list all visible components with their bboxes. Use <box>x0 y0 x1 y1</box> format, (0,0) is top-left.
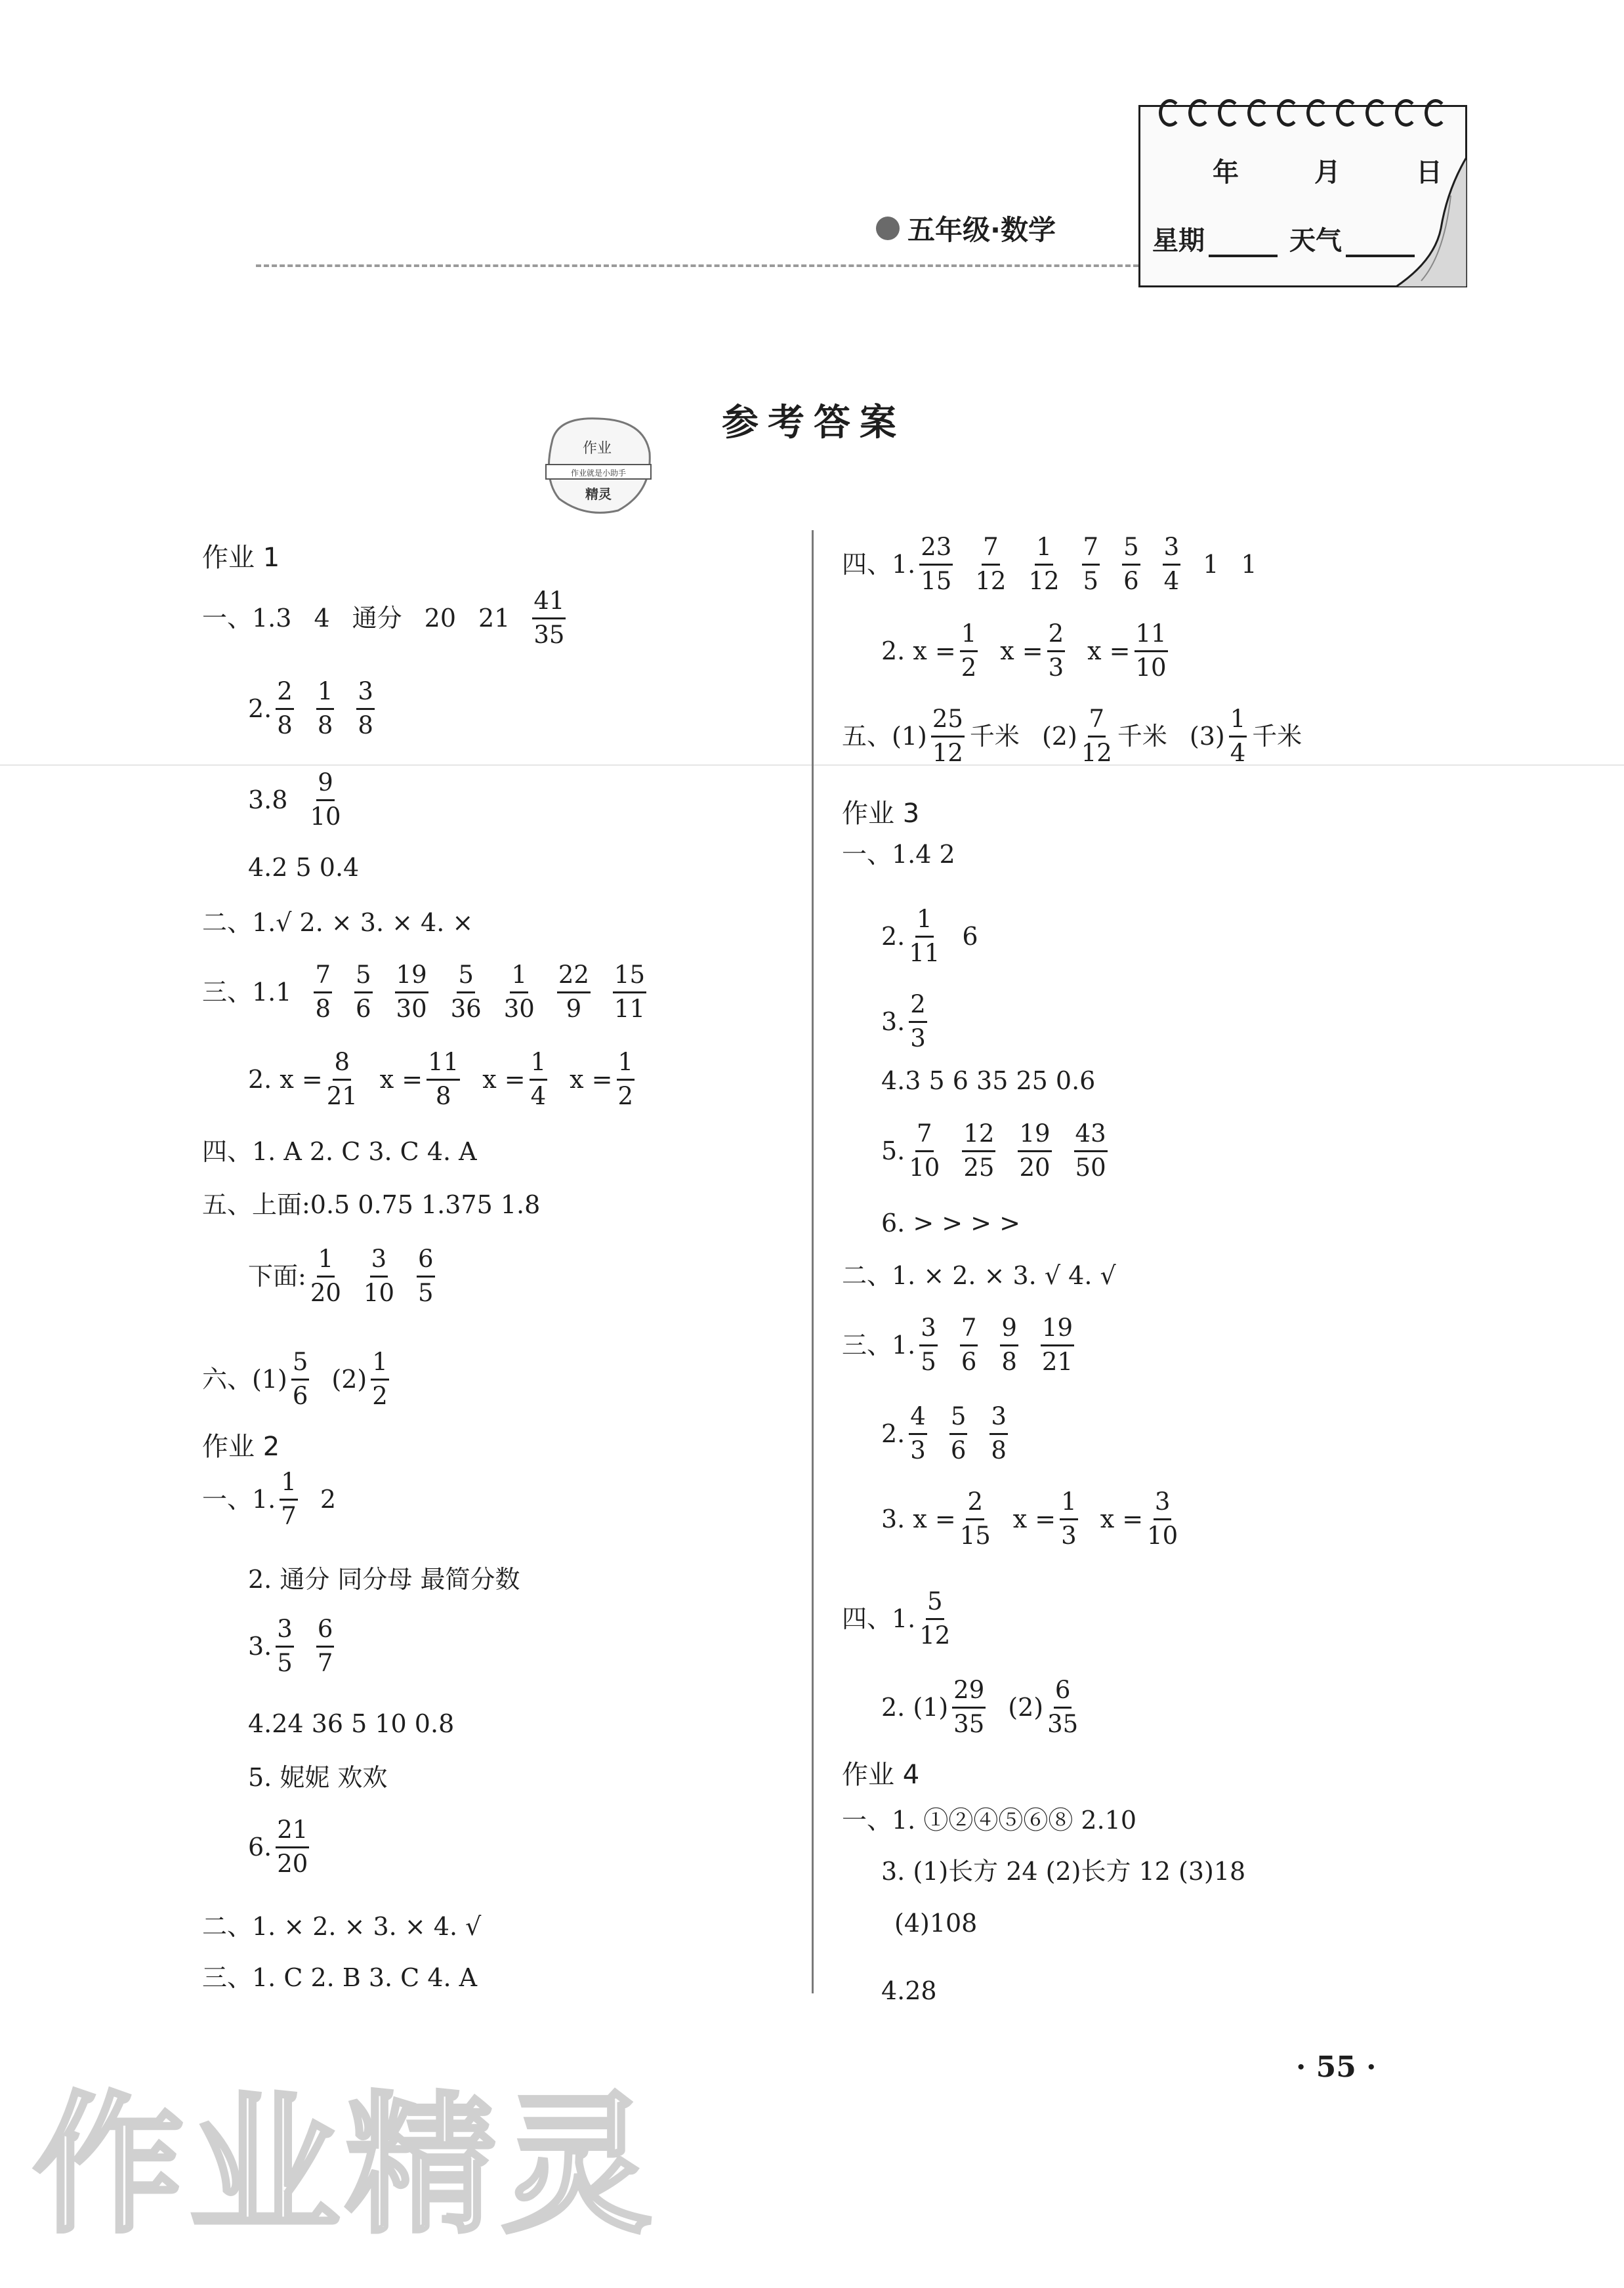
fraction: $\frac{15}{11}$ <box>614 961 645 1023</box>
fraction: $\frac{6}{7}$ <box>317 1615 333 1677</box>
hw3-row-7: 二、1. × 2. × 3. √ 4. √ <box>842 1261 1116 1290</box>
fraction: $\frac{11}{10}$ <box>1135 619 1167 682</box>
fraction: $\frac{3}{10}$ <box>1147 1487 1178 1550</box>
svg-text:作业就是小助手: 作业就是小助手 <box>570 468 627 478</box>
hw2-row-8: 三、1. C 2. B 3. C 4. A <box>202 1963 478 1992</box>
hw2-row-1: 一、1. $\frac{1}{7}$ 2 <box>202 1468 336 1530</box>
fraction: $\frac{3}{5}$ <box>277 1615 293 1677</box>
hw1-row-3: 3.8 $\frac{9}{10}$ <box>248 768 341 831</box>
fraction: $\frac{3}{8}$ <box>358 677 373 739</box>
grade-subject-text: 五年级·数学 <box>907 214 1056 246</box>
hw3-row-3: 3. $\frac{2}{3}$ <box>881 990 926 1052</box>
fraction: $\frac{41}{35}$ <box>533 587 565 649</box>
hw2-cont-row-3: 五、(1) $\frac{25}{12}$ 千米 (2) $\frac{7}{12}$ 千米 (3) $\frac{1}{4}$ 千米 <box>842 705 1302 767</box>
hw3-row-8: 三、1. $\frac{3}{5}$ $\frac{7}{6}$ $\frac{9}{8}$ $\frac{19}{21}$ <box>842 1314 1073 1376</box>
fraction: $\frac{7}{8}$ <box>315 961 331 1023</box>
fraction: $\frac{7}{5}$ <box>1083 533 1099 595</box>
svg-text:作业: 作业 <box>582 440 612 457</box>
fraction: $\frac{19}{20}$ <box>1019 1119 1051 1182</box>
hw2-heading: 作业 2 <box>202 1432 280 1462</box>
hw3-row-4: 4.3 5 6 35 25 0.6 <box>881 1066 1096 1095</box>
page-title: 参考答案 <box>722 401 906 444</box>
hw4-row-4: 4.28 <box>881 1976 937 2005</box>
fraction: $\frac{1}{2}$ <box>372 1348 388 1410</box>
hw2-row-7: 二、1. × 2. × 3. × 4. √ <box>202 1912 482 1941</box>
fraction: $\frac{1}{3}$ <box>1061 1487 1077 1550</box>
fraction: $\frac{2}{15}$ <box>959 1487 991 1550</box>
fraction: $\frac{3}{5}$ <box>921 1314 936 1376</box>
fraction: $\frac{1}{30}$ <box>503 961 535 1023</box>
hw4-row-3: (4)108 <box>894 1909 978 1938</box>
fraction: $\frac{1}{2}$ <box>961 619 977 682</box>
hw4-heading: 作业 4 <box>842 1760 920 1790</box>
page-curl-icon <box>1395 156 1467 287</box>
watermark-logo <box>26 2001 682 2277</box>
hw3-row-5: 5. $\frac{7}{10}$ $\frac{12}{25}$ $\frac{19}{20}$ $\frac{43}{50}$ <box>881 1119 1106 1182</box>
fraction: $\frac{1}{8}$ <box>317 677 333 739</box>
calendar-year-label: 年 <box>1213 157 1239 188</box>
fraction: $\frac{43}{50}$ <box>1075 1119 1106 1182</box>
hw2-row-3: 3. $\frac{3}{5}$ $\frac{6}{7}$ <box>248 1615 333 1677</box>
calendar-rings <box>1159 99 1447 127</box>
hw1-row-7: 2. x = $\frac{8}{21}$ x = $\frac{11}{8}$ x = $\frac{1}{4}$ x = $\frac{1}{2}$ <box>248 1048 634 1110</box>
fraction: $\frac{1}{20}$ <box>310 1245 341 1307</box>
bullet-dot-icon <box>876 217 900 240</box>
fraction: $\frac{6}{35}$ <box>1047 1676 1079 1738</box>
fraction: $\frac{3}{10}$ <box>363 1245 394 1307</box>
calendar-box <box>1138 105 1467 287</box>
hw3-row-2: 2. $\frac{1}{11}$ 6 <box>881 905 978 967</box>
hw3-row-10: 3. x = $\frac{2}{15}$ x = $\frac{1}{3}$ x = $\frac{3}{10}$ <box>881 1487 1178 1550</box>
hw2-cont-row-2: 2. x = $\frac{1}{2}$ x = $\frac{2}{3}$ x = $\frac{11}{10}$ <box>881 619 1167 682</box>
fraction: $\frac{3}{4}$ <box>1163 533 1180 595</box>
fraction: $\frac{1}{4}$ <box>530 1048 547 1110</box>
fraction: $\frac{1}{11}$ <box>909 905 940 967</box>
hw1-row-9: 五、上面:0.5 0.75 1.375 1.8 <box>202 1190 541 1219</box>
fraction: $\frac{4}{3}$ <box>910 1402 926 1465</box>
fraction: $\frac{5}{6}$ <box>292 1348 308 1410</box>
fraction: $\frac{3}{8}$ <box>991 1402 1007 1465</box>
fraction: $\frac{11}{8}$ <box>428 1048 459 1110</box>
hw1-row-11: 六、(1) $\frac{5}{6}$ (2) $\frac{1}{2}$ <box>202 1348 388 1410</box>
hw3-row-6: 6. > > > > <box>881 1209 1020 1238</box>
svg-text:作业精灵: 作业精灵 <box>33 2079 658 2254</box>
hw2-row-6: 6. $\frac{21}{20}$ <box>248 1816 308 1878</box>
fraction: $\frac{2}{8}$ <box>277 677 293 739</box>
hw1-row-1: 一、1.3 4 通分 20 21 $\frac{41}{35}$ <box>202 587 565 649</box>
hw2-row-4: 4.24 36 5 10 0.8 <box>248 1709 455 1738</box>
column-divider <box>812 530 814 1993</box>
fraction: $\frac{19}{30}$ <box>396 961 427 1023</box>
fraction: $\frac{1}{2}$ <box>617 1048 634 1110</box>
hw1-row-2: 2. $\frac{2}{8}$ $\frac{1}{8}$ $\frac{3}{8}$ <box>248 677 373 739</box>
fraction: $\frac{21}{20}$ <box>277 1816 308 1878</box>
hw1-row-8: 四、1. A 2. C 3. C 4. A <box>202 1137 477 1166</box>
calendar-weather-label: 天气 <box>1289 226 1342 256</box>
fraction: $\frac{7}{12}$ <box>1081 705 1112 767</box>
hw3-row-11: 四、1. $\frac{5}{12}$ <box>842 1587 951 1650</box>
fraction: $\frac{1}{12}$ <box>1028 533 1060 595</box>
fraction: $\frac{9}{8}$ <box>1001 1314 1017 1376</box>
hw1-row-4: 4.2 5 0.4 <box>248 853 360 882</box>
fraction: $\frac{5}{6}$ <box>1123 533 1139 595</box>
fraction: $\frac{1}{4}$ <box>1230 705 1246 767</box>
calendar-weekday-weather <box>1152 220 1426 257</box>
fraction: $\frac{5}{6}$ <box>355 961 371 1023</box>
fraction: $\frac{23}{15}$ <box>921 533 952 595</box>
hw4-row-1: 一、1. ①②④⑤⑥⑧ 2.10 <box>842 1806 1137 1835</box>
hw1-row-6: 三、1.1 $\frac{7}{8}$ $\frac{5}{6}$ $\frac{19}{30}$ $\frac{5}{36}$ $\frac{1}{30}$ $\frac{22}{9}$ $\frac{15}{11}$ <box>202 961 645 1023</box>
fraction: $\frac{7}{12}$ <box>975 533 1007 595</box>
fraction: $\frac{6}{5}$ <box>418 1245 434 1307</box>
fraction: $\frac{29}{35}$ <box>953 1676 985 1738</box>
calendar-day-label: 日 <box>1416 157 1442 188</box>
fraction: $\frac{25}{12}$ <box>932 705 963 767</box>
page-number: · 55 · <box>1296 2050 1377 2084</box>
fraction: $\frac{5}{36}$ <box>450 961 482 1023</box>
fraction: $\frac{1}{7}$ <box>281 1468 297 1530</box>
fraction: $\frac{12}{25}$ <box>963 1119 995 1182</box>
calendar-weekday-label: 星期 <box>1152 226 1205 256</box>
grade-subject-badge <box>876 209 1056 248</box>
fraction: $\frac{5}{6}$ <box>950 1402 967 1465</box>
hw1-row-5: 二、1.√ 2. × 3. × 4. × <box>202 908 474 937</box>
fraction: $\frac{22}{9}$ <box>558 961 589 1023</box>
svg-text:精灵: 精灵 <box>585 486 612 502</box>
fraction: $\frac{7}{6}$ <box>961 1314 977 1376</box>
hw1-heading: 作业 1 <box>202 543 280 573</box>
hw3-row-1: 一、1.4 2 <box>842 840 955 869</box>
fraction: $\frac{7}{10}$ <box>909 1119 940 1182</box>
hw1-row-10: 下面: $\frac{1}{20}$ $\frac{3}{10}$ $\frac{6}{5}$ <box>248 1245 434 1307</box>
hw2-row-2: 2. 通分 同分母 最简分数 <box>248 1565 520 1594</box>
hw3-row-9: 2. $\frac{4}{3}$ $\frac{5}{6}$ $\frac{3}{8}$ <box>881 1402 1007 1465</box>
hw4-row-2: 3. (1)长方 24 (2)长方 12 (3)18 <box>881 1857 1246 1886</box>
stamp-logo-icon <box>539 413 657 518</box>
hw3-heading: 作业 3 <box>842 799 920 829</box>
header-dashed-line <box>256 264 1138 267</box>
fraction: $\frac{9}{10}$ <box>310 768 341 831</box>
fraction: $\frac{5}{12}$ <box>919 1587 951 1650</box>
fraction: $\frac{19}{21}$ <box>1041 1314 1073 1376</box>
fraction: $\frac{2}{3}$ <box>910 990 926 1052</box>
calendar-month-label: 月 <box>1314 157 1341 188</box>
fraction: $\frac{8}{21}$ <box>326 1048 358 1110</box>
hw2-row-5: 5. 妮妮 欢欢 <box>248 1763 388 1792</box>
hw3-row-12: 2. (1) $\frac{29}{35}$ (2) $\frac{6}{35}$ <box>881 1676 1079 1738</box>
hw2-cont-row-1: 四、1. $\frac{23}{15}$ $\frac{7}{12}$ $\frac{1}{12}$ $\frac{7}{5}$ $\frac{5}{6}$ $\frac{3}{4}$ 1 1 <box>842 533 1257 595</box>
fraction: $\frac{2}{3}$ <box>1048 619 1064 682</box>
